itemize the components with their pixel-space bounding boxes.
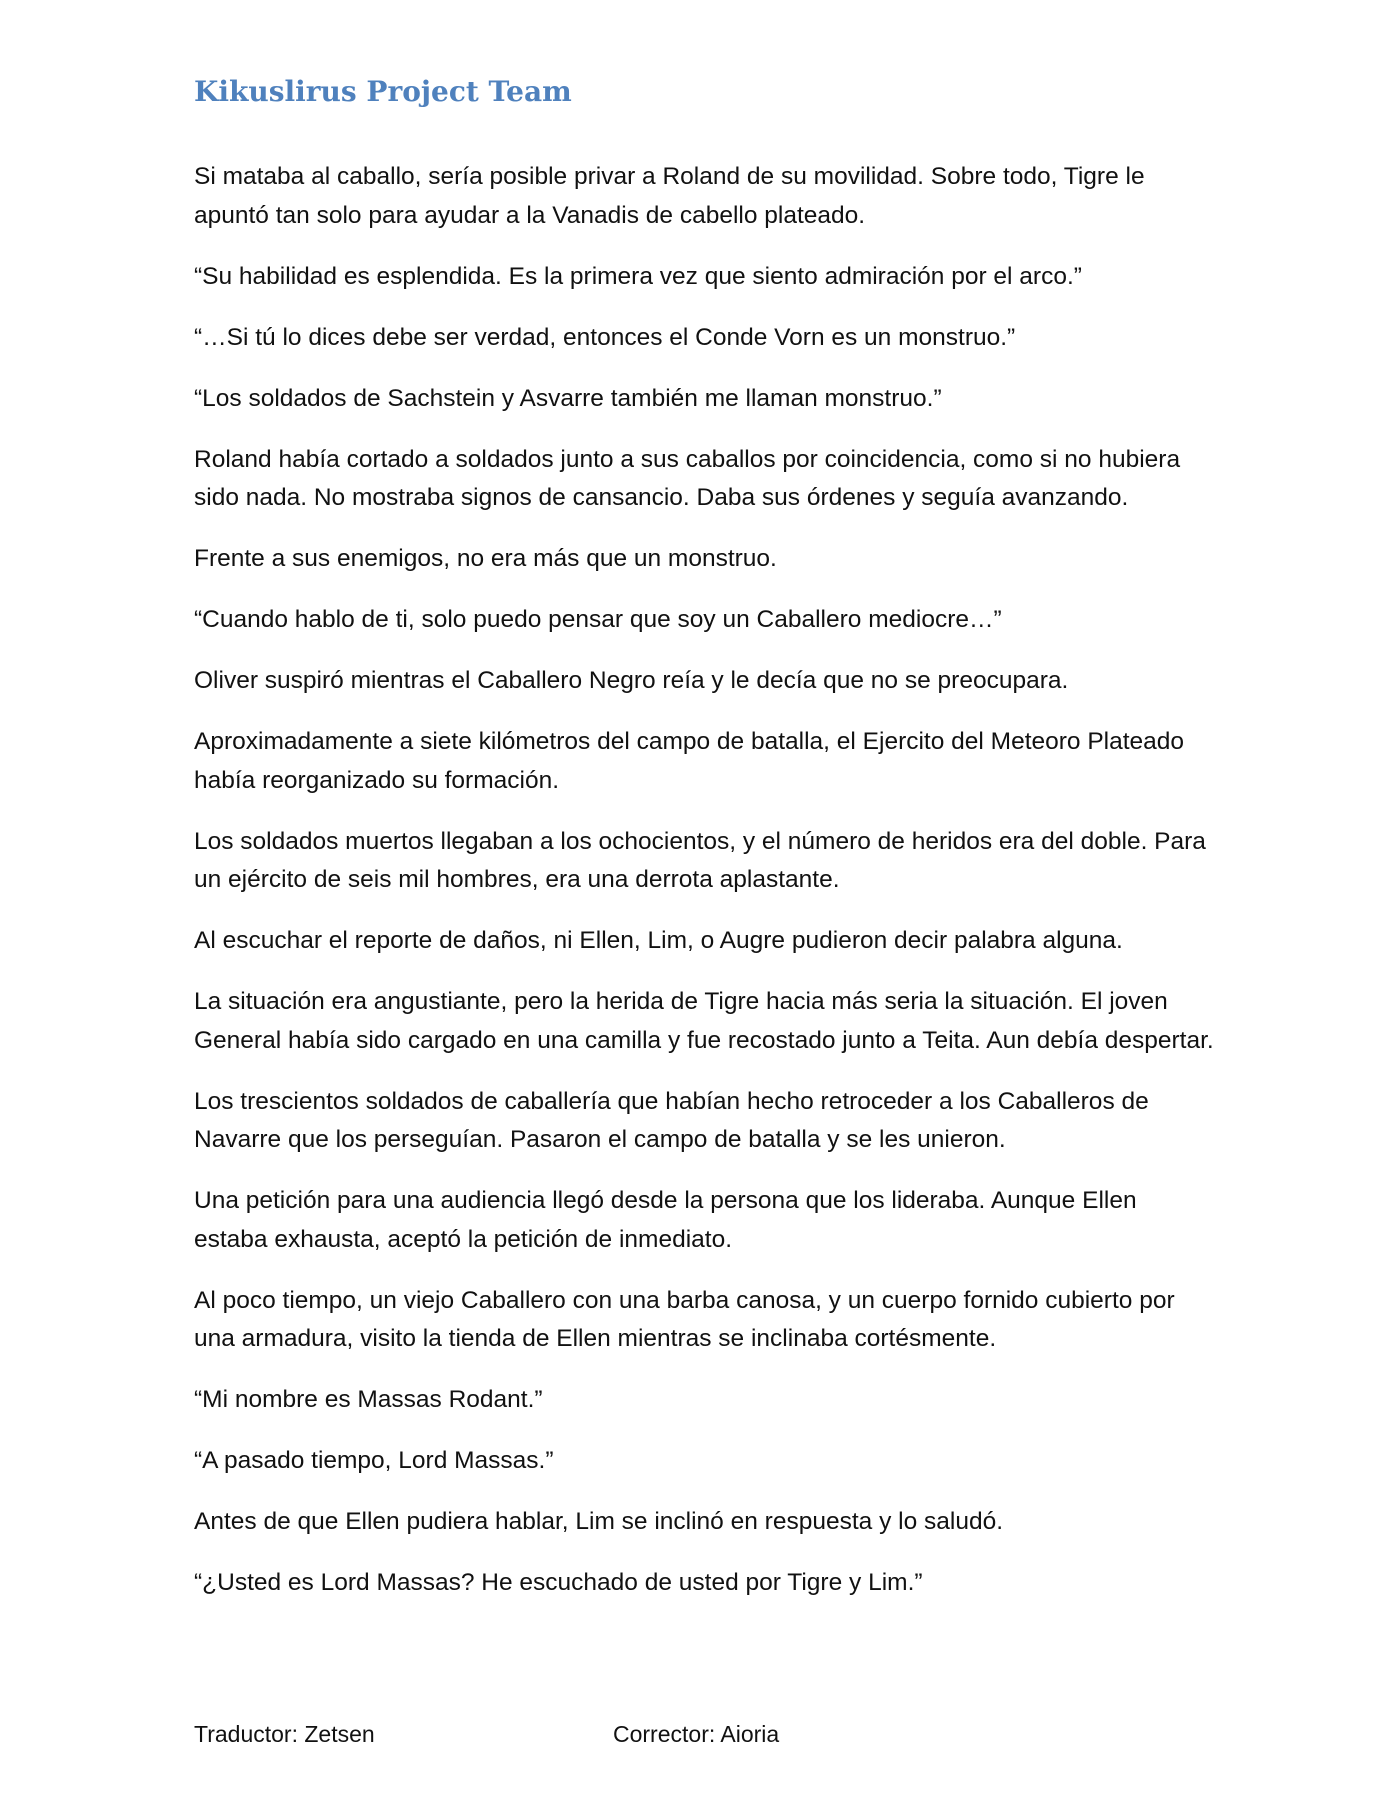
paragraph: “Cuando hablo de ti, solo puedo pensar que soy un Caballero mediocre…” — [194, 606, 1002, 633]
page-footer — [194, 1715, 1214, 1755]
paragraph: Roland había cortado a soldados junto a sus caballos por coincidencia, como si no hubiera sido nada. No mostraba signos de cansancio. Daba sus órdenes y seguía avanzando. — [194, 445, 1181, 511]
paragraph: La situación era angustiante, pero la herida de Tigre hacia más seria la situación. El joven General había sido cargado en una camilla y fue recostado junto a Teita. Aun debía despertar. — [194, 988, 1214, 1054]
corrector-credit: Corrector: Aioria — [613, 1721, 780, 1747]
header-title: Kikuslirus Project Team — [194, 75, 572, 108]
paragraph: Oliver suspiró mientras el Caballero Negro reía y le decía que no se preocupara. — [194, 667, 1069, 694]
paragraph: “A pasado tiempo, Lord Massas.” — [194, 1447, 554, 1474]
paragraph: Los trescientos soldados de caballería que habían hecho retroceder a los Caballeros de Navarre que los perseguían. Pasaron el campo de batalla y se les unieron. — [194, 1087, 1149, 1153]
paragraph: Antes de que Ellen pudiera hablar, Lim se inclinó en respuesta y lo saludó. — [194, 1508, 1004, 1535]
paragraph: Si mataba al caballo, sería posible privar a Roland de su movilidad. Sobre todo, Tigre le apuntó tan solo para ayudar a la Vanadis de cabello plateado. — [194, 163, 1145, 229]
paragraph: Al poco tiempo, un viejo Caballero con una barba canosa, y un cuerpo fornido cubierto por una armadura, visito la tienda de Ellen mientras se inclinaba cortésmente. — [194, 1286, 1175, 1352]
paragraph: “…Si tú lo dices debe ser verdad, entonces el Conde Vorn es un monstruo.” — [194, 323, 1016, 351]
paragraph: “Mi nombre es Massas Rodant.” — [194, 1386, 543, 1413]
paragraph: “Su habilidad es esplendida. Es la primera vez que siento admiración por el arco.” — [194, 262, 1082, 290]
paragraph: Aproximadamente a siete kilómetros del campo de batalla, el Ejercito del Meteoro Plateado había reorganizado su formación. — [194, 728, 1185, 794]
paragraph: Una petición para una audiencia llegó desde la persona que los lideraba. Aunque Ellen estaba exhausta, aceptó la petición de inmediato. — [194, 1187, 1137, 1253]
paragraph: “Los soldados de Sachstein y Asvarre también me llaman monstruo.” — [194, 384, 942, 412]
paragraph: Frente a sus enemigos, no era más que un monstruo. — [194, 545, 777, 572]
paragraph: Los soldados muertos llegaban a los ochocientos, y el número de heridos era del doble. Para un ejército de seis mil hombres, era una derrota aplastante. — [194, 827, 1206, 893]
paragraph: “¿Usted es Lord Massas? He escuchado de usted por Tigre y Lim.” — [194, 1569, 923, 1596]
body-text — [194, 158, 1214, 1625]
translator-credit: Traductor: Zetsen — [194, 1721, 375, 1747]
paragraph: Al escuchar el reporte de daños, ni Ellen, Lim, o Augre pudieron decir palabra alguna. — [194, 927, 1123, 954]
